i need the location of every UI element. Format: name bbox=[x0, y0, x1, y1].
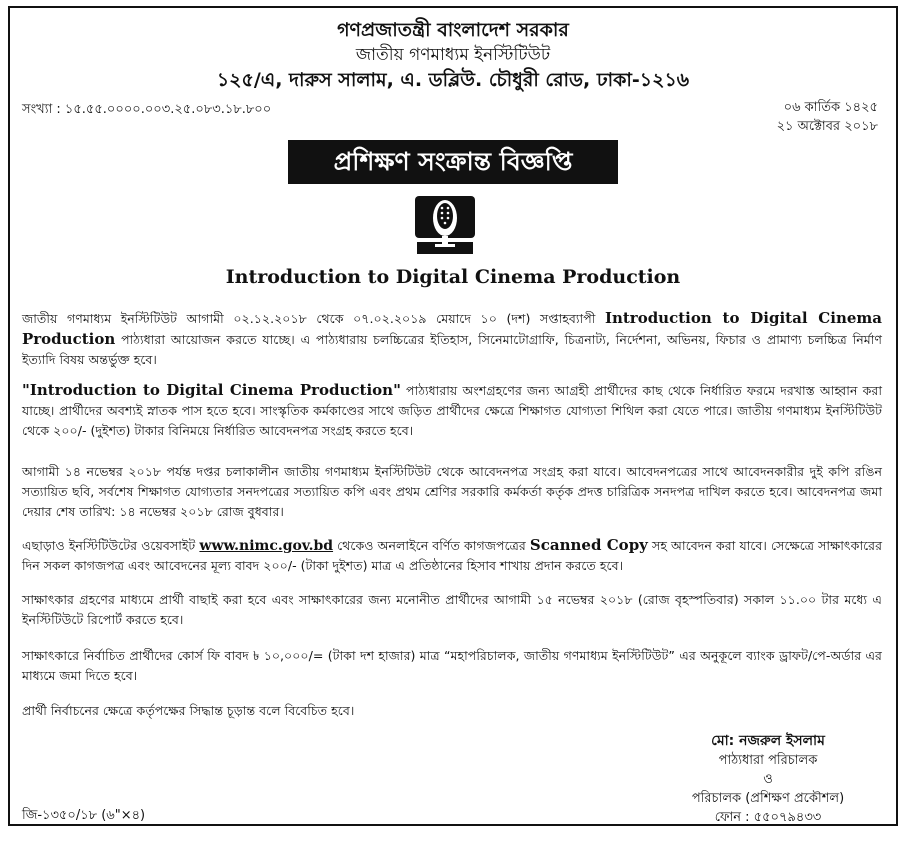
p1-text-b: পাঠ্যধারা আয়োজন করতে যাচ্ছে। এ পাঠ্যধারায় চলচ্চিত্রের ইতিহাস, সিনেমাটোগ্রাফি, চিত্রনাট্য, নির্দেশনা, অভিনয়, ফিচার ও প্রামাণ্য চলচ্চিত্র নির্মাণ ইত্যাদি বিষয় অন্তর্ভুক্ত হবে। bbox=[22, 332, 882, 367]
date-bangla: ০৬ কার্তিক ১৪২৫ bbox=[783, 100, 878, 115]
microphone-logo-icon bbox=[413, 194, 477, 258]
signature-block bbox=[668, 732, 868, 827]
paragraph-online bbox=[22, 535, 882, 576]
signatory-name: মো: নজরুল ইসলাম bbox=[711, 733, 825, 749]
notice-page bbox=[8, 6, 898, 826]
course-title: Introduction to Digital Cinema Production bbox=[225, 266, 681, 288]
paragraph-application bbox=[22, 380, 882, 441]
p4-scanned-copy: Scanned Copy bbox=[529, 536, 648, 554]
signatory-phone: ফোন : ৫৫০৭৯৪৩৩ bbox=[714, 810, 822, 825]
p4-text-c: সহ আবেদন করা যাবে। সেক্ষেত্রে সাক্ষাৎকারের দিন সকল কাগজপত্র এবং আবেদনের মূল্য বাবদ ২০০/- (টাকা দুইশত) মাত্র এ প্রতিষ্ঠানের হিসাব শাখায় প্রদান করতে হবে। bbox=[22, 538, 883, 573]
signatory-role-2: পরিচালক (প্রশিক্ষণ প্রকৌশল) bbox=[691, 791, 845, 806]
institute-name: জাতীয় গণমাধ্যম ইনস্টিটিউট bbox=[355, 45, 551, 65]
p4-text-b: থেকেও অনলাইনে বর্ণিত কাগজপত্রের bbox=[337, 538, 526, 553]
gd-reference: জি-১৩৫০/১৮ (৬"×৪) bbox=[22, 808, 146, 823]
p2-text: পাঠ্যধারায় অংশগ্রহণের জন্য আগ্রহী প্রার্থীদের কাছ থেকে নির্ধারিত ফরমে দরখাস্ত আহ্বান করা যাচ্ছে। প্রার্থীদের অবশ্যই স্নাতক পাস হতে হবে। সাংস্কৃতিক কর্মকাণ্ডের সাথে জড়িত প্রার্থীদের ক্ষেত্রে শিক্ষাগত যোগ্যতা শিথিল করা যেতে পারে। জাতীয় গণমাধ্যম ইনস্টিটিউট থেকে ২০০/- (দুইশত) টাকার বিনিময়ে নির্ধারিত আবেদনপত্র সংগ্রহ করতে হবে। bbox=[22, 383, 882, 438]
institute-address: ১২৫/এ, দারুস সালাম, এ. ডব্লিউ. চৌধুরী রোড, ঢাকা-১২১৬ bbox=[216, 69, 690, 91]
paragraph-decision: প্রার্থী নির্বাচনের ক্ষেত্রে কর্তৃপক্ষের সিদ্ধান্ত চূড়ান্ত বলে বিবেচিত হবে। bbox=[22, 703, 355, 718]
govt-title: গণপ্রজাতন্ত্রী বাংলাদেশ সরকার bbox=[337, 19, 569, 41]
signatory-conjunction: ও bbox=[763, 772, 773, 787]
paragraph-fee: সাক্ষাৎকারে নির্বাচিত প্রার্থীদের কোর্স ফি বাবদ ৳ ১০,০০০/= (টাকা দশ হাজার) মাত্র “মহাপরিচালক, জাতীয় গণমাধ্যম ইনস্টিটিউট” এর অনুকূলে ব্যাংক ড্রাফট/পে-অর্ডার এর মাধ্যমে জমা দিতে হবে। bbox=[22, 648, 882, 683]
notice-date bbox=[777, 98, 878, 136]
date-english: ২১ অক্টোবর ২০১৮ bbox=[776, 119, 878, 134]
paragraph-collection: আগামী ১৪ নভেম্বর ২০১৮ পর্যন্ত দপ্তর চলাকালীন জাতীয় গণমাধ্যম ইনস্টিটিউট থেকে আবেদনপত্র সংগ্রহ করা যাবে। আবেদনপত্রের সাথে আবেদনকারীর দুই কপি রঙিন সত্যায়িত ছবি, সর্বশেষ শিক্ষাগত যোগ্যতার সনদপত্রের সত্যায়িত কপি এবং প্রথম শ্রেণির সরকারি কর্মকর্তা কর্তৃক প্রদত্ত চারিত্রিক সনদপত্র দাখিল করতে হবে। আবেদনপত্র জমা দেয়ার শেষ তারিখ: ১৪ নভেম্বর ২০১৮ রোজ বুধবার। bbox=[22, 464, 882, 519]
notice-banner: প্রশিক্ষণ সংক্রান্ত বিজ্ঞপ্তি bbox=[288, 140, 618, 184]
p4-text-a: এছাড়াও ইনস্টিটিউটের ওয়েবসাইট bbox=[22, 538, 196, 553]
p1-text-a: জাতীয় গণমাধ্যম ইনস্টিটিউট আগামী ০২.১২.২০১৮ থেকে ০৭.০২.২০১৯ মেয়াদে ১০ (দশ) সপ্তাহব্যাপী bbox=[22, 311, 596, 326]
p2-course-name: "Introduction to Digital Cinema Production" bbox=[22, 381, 401, 399]
website-link[interactable]: www.nimc.gov.bd bbox=[199, 538, 334, 554]
paragraph-intro bbox=[22, 308, 882, 370]
p1-course-name: Introduction to Digital Cinema Production bbox=[22, 309, 882, 348]
signatory-role-1: পাঠ্যধারা পরিচালক bbox=[718, 753, 818, 768]
memo-number: সংখ্যা : ১৫.৫৫.০০০০.০০৩.২৫.০৮৩.১৮.৮০০ bbox=[22, 102, 272, 117]
paragraph-interview: সাক্ষাৎকার গ্রহণের মাধ্যমে প্রার্থী বাছাই করা হবে এবং সাক্ষাৎকারের জন্য মনোনীত প্রার্থীদের আগামী ১৫ নভেম্বর ২০১৮ (রোজ বৃহস্পতিবার) সকাল ১১.০০ টার মধ্যে এ ইনস্টিটিউটে রিপোর্ট করতে হবে। bbox=[22, 592, 882, 627]
